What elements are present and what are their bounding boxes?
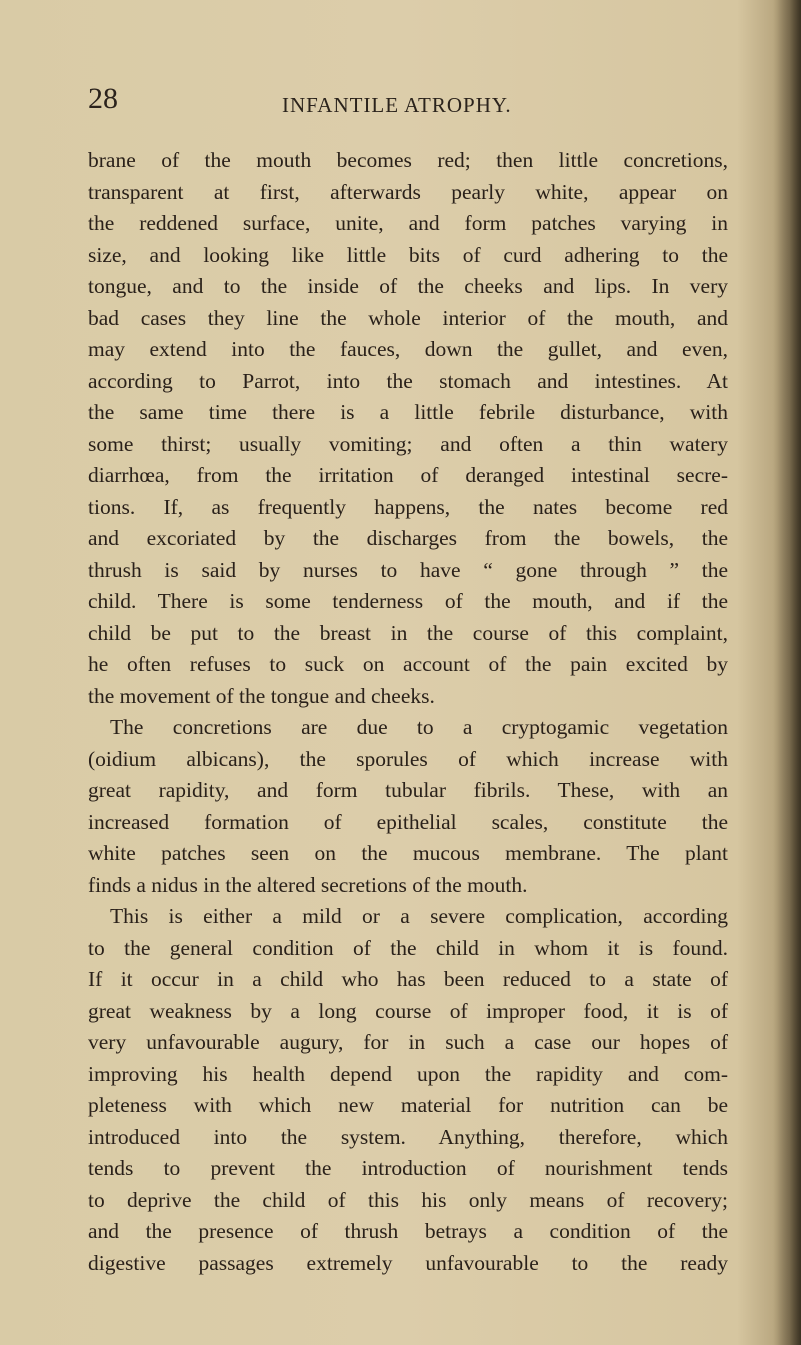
text-line: to deprive the child of this his only means of recovery; (88, 1187, 728, 1212)
text-line: brane of the mouth becomes red; then little concretions, (88, 148, 728, 172)
page-edge-shadow (773, 0, 801, 1345)
text-line: great rapidity, and form tubular fibrils. These, with an (88, 778, 728, 802)
text-line: tongue, and to the inside of the cheeks and lips. In very (88, 274, 728, 298)
page-number: 28 (88, 82, 118, 115)
text-line: to the general condition of the child in whom it is found. (88, 935, 728, 960)
text-line: increased formation of epithelial scales, constitute the (88, 809, 728, 834)
text-line: If it occur in a child who has been reduced to a state of (88, 967, 728, 991)
text-line: thrush is said by nurses to have “ gone through ” the (88, 557, 728, 582)
text-line: improving his health depend upon the rapidity and com- (88, 1061, 728, 1086)
text-line: and excoriated by the discharges from the bowels, the (88, 526, 728, 550)
text-line: finds a nidus in the altered secretions of the mouth. (88, 872, 528, 897)
text-line: and the presence of thrush betrays a condition of the (88, 1219, 728, 1243)
text-line: the movement of the tongue and cheeks. (88, 683, 435, 708)
text-line: child. There is some tenderness of the mouth, and if the (88, 589, 728, 613)
text-line: introduced into the system. Anything, therefore, which (88, 1124, 728, 1149)
text-line: the same time there is a little febrile disturbance, with (88, 400, 728, 424)
text-line: tions. If, as frequently happens, the nates become red (88, 494, 728, 519)
text-line: the reddened surface, unite, and form patches varying in (88, 211, 728, 235)
text-line: pleteness with which new material for nutrition can be (88, 1093, 728, 1117)
text-line: great weakness by a long course of improper food, it is of (88, 998, 728, 1023)
running-title: INFANTILE ATROPHY. (282, 93, 512, 117)
text-line: transparent at first, afterwards pearly white, appear on (88, 179, 728, 204)
text-line: very unfavourable augury, for in such a case our hopes of (88, 1030, 728, 1054)
text-line: (oidium albicans), the sporules of which increase with (88, 746, 728, 771)
text-line: diarrhœa, from the irritation of deranged intestinal secre- (88, 463, 728, 487)
text-line: some thirst; usually vomiting; and often a thin watery (88, 431, 728, 456)
text-line: child be put to the breast in the course of this complaint, (88, 620, 728, 645)
text-line: he often refuses to suck on account of the pain excited by (88, 652, 728, 676)
text-line: tends to prevent the introduction of nourishment tends (88, 1156, 728, 1180)
body-text (88, 145, 728, 1279)
text-line: size, and looking like little bits of curd adhering to the (88, 242, 728, 267)
text-line: according to Parrot, into the stomach and intestines. At (88, 368, 728, 393)
text-line: white patches seen on the mucous membrane. The plant (88, 841, 728, 865)
text-line: This is either a mild or a severe complication, according (110, 904, 728, 928)
text-line: bad cases they line the whole interior of the mouth, and (88, 305, 728, 330)
text-line: may extend into the fauces, down the gullet, and even, (88, 337, 728, 361)
text-line: The concretions are due to a cryptogamic vegetation (110, 715, 728, 739)
text-line: digestive passages extremely unfavourable to the ready (88, 1250, 728, 1275)
